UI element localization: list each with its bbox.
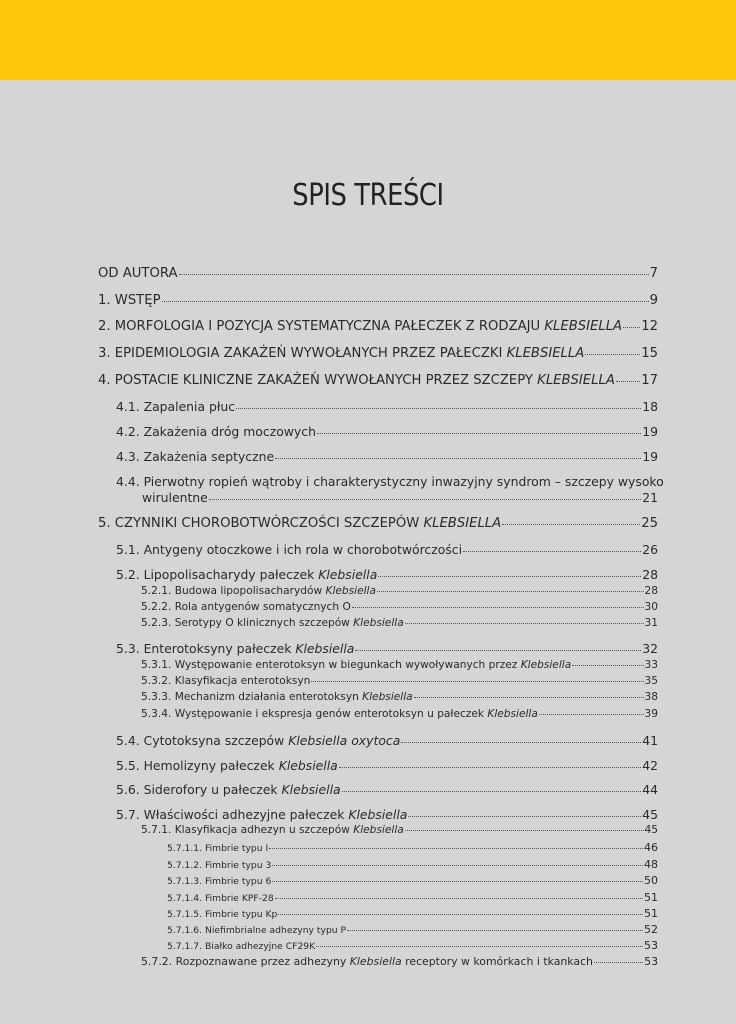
page-number: 39 — [644, 708, 658, 720]
toc-entry-5-7-1: 5.7.1. Klasyfikacja adhezyn u szczepów Klebsiella 45 — [141, 824, 658, 836]
toc-entry-5-3-3: 5.3.3. Mechanizm działania enterotoksyn Klebsiella 38 — [141, 691, 658, 703]
page-number: 53 — [644, 955, 658, 968]
toc-entry-5-3-2: 5.3.2. Klasyfikacja enterotoksyn 35 — [141, 675, 658, 687]
toc-entry-5-7: 5.7. Właściwości adhezyjne pałeczek Klebsiella 45 — [116, 807, 658, 822]
toc-entry-4-3: 4.3. Zakażenia septyczne 19 — [116, 449, 658, 464]
toc-entry-5-6: 5.6. Siderofory u pałeczek Klebsiella 44 — [116, 782, 658, 797]
toc-entry-4-4: 4.4. Pierwotny ropień wątroby i charakterystyczny inwazyjny syndrom – szczepy wysoko — [116, 474, 664, 489]
toc-entry-5-5: 5.5. Hemolizyny pałeczek Klebsiella 42 — [116, 758, 658, 773]
toc-entry-5-7-1-6: 5.7.1.6. Niefimbrialne adhezyny typu P 52 — [167, 923, 658, 936]
page-number: 19 — [642, 424, 658, 439]
toc-entry-5-7-1-7: 5.7.1.7. Białko adhezyjne CF29K 53 — [167, 939, 658, 952]
toc-entry-5-3-1: 5.3.1. Występowanie enterotoksyn w biegunkach wywoływanych przez Klebsiella 33 — [141, 659, 658, 671]
page-number: 30 — [644, 601, 658, 613]
toc-entry-5-4: 5.4. Cytotoksyna szczepów Klebsiella oxytoca 41 — [116, 733, 658, 748]
page-number: 45 — [642, 807, 658, 822]
toc-entry-wstep: 1. WSTĘP 9 — [98, 293, 658, 308]
page-number: 26 — [642, 542, 658, 557]
toc-entry-5-7-1-3: 5.7.1.3. Fimbrie typu 6 50 — [167, 874, 658, 887]
toc-entry-5-7-1-2: 5.7.1.2. Fimbrie typu 3 48 — [167, 858, 658, 871]
page-number: 33 — [644, 659, 658, 671]
page-number: 35 — [644, 675, 658, 687]
page-title: SPIS TREŚCI — [292, 178, 444, 213]
page-number: 18 — [642, 399, 658, 414]
top-color-band — [0, 0, 736, 80]
page-number: 52 — [644, 923, 658, 936]
page-number: 50 — [644, 874, 658, 887]
page-number: 41 — [642, 733, 658, 748]
page-number: 38 — [644, 691, 658, 703]
toc-entry-czynniki: 5. CZYNNIKI CHOROBOTWÓRCZOŚCI SZCZEPÓW KLEBSIELLA 25 — [98, 516, 658, 531]
page-number: 28 — [642, 567, 658, 582]
page-number: 44 — [642, 782, 658, 797]
toc-entry-postacie-kliniczne: 4. POSTACIE KLINICZNE ZAKAŻEŃ WYWOŁANYCH PRZEZ SZCZEPY KLEBSIELLA 17 — [98, 373, 658, 388]
toc-entry-4-1: 4.1. Zapalenia płuc 18 — [116, 399, 658, 414]
toc-entry-4-2: 4.2. Zakażenia dróg moczowych 19 — [116, 424, 658, 439]
toc-entry-morfologia: 2. MORFOLOGIA I POZYCJA SYSTEMATYCZNA PAŁECZEK Z RODZAJU KLEBSIELLA 12 — [98, 319, 658, 334]
toc-entry-5-2: 5.2. Lipopolisacharydy pałeczek Klebsiella 28 — [116, 567, 658, 582]
page-number: 25 — [641, 516, 658, 531]
toc-entry-5-3-4: 5.3.4. Występowanie i ekspresja genów enterotoksyn u pałeczek Klebsiella 39 — [141, 708, 658, 720]
page-number: 21 — [642, 490, 658, 505]
page-number: 19 — [642, 449, 658, 464]
page-number: 46 — [644, 841, 658, 854]
toc-entry-5-2-1: 5.2.1. Budowa lipopolisacharydów Klebsiella 28 — [141, 585, 658, 597]
toc-entry-epidemiologia: 3. EPIDEMIOLOGIA ZAKAŻEŃ WYWOŁANYCH PRZEZ PAŁECZKI KLEBSIELLA 15 — [98, 346, 658, 361]
page-number: 12 — [641, 319, 658, 334]
toc-entry-5-2-3: 5.2.3. Serotypy O klinicznych szczepów Klebsiella 31 — [141, 617, 658, 629]
page-number: 28 — [644, 585, 658, 597]
page-number: 32 — [642, 641, 658, 656]
toc-entry-5-2-2: 5.2.2. Rola antygenów somatycznych O 30 — [141, 601, 658, 613]
page-number: 51 — [644, 907, 658, 920]
page-number: 53 — [644, 939, 658, 952]
toc-entry-5-7-2: 5.7.2. Rozpoznawane przez adhezyny Klebsiella receptory w komórkach i tkankach 53 — [141, 955, 658, 968]
page-number: 7 — [649, 266, 658, 281]
page-number: 17 — [641, 373, 658, 388]
toc-entry-od-autora: OD AUTORA 7 — [98, 266, 658, 281]
page-number: 48 — [644, 858, 658, 871]
page-number: 51 — [644, 891, 658, 904]
toc-entry-5-7-1-4: 5.7.1.4. Fimbrie KPF-28 51 — [167, 891, 658, 904]
toc-entry-5-3: 5.3. Enterotoksyny pałeczek Klebsiella 32 — [116, 641, 658, 656]
page-number: 31 — [644, 617, 658, 629]
toc-entry-5-1: 5.1. Antygeny otoczkowe i ich rola w chorobotwórczości 26 — [116, 542, 658, 557]
toc-entry-5-7-1-1: 5.7.1.1. Fimbrie typu I 46 — [167, 841, 658, 854]
page-number: 42 — [642, 758, 658, 773]
toc-entry-5-7-1-5: 5.7.1.5. Fimbrie typu Kp 51 — [167, 907, 658, 920]
page-number: 15 — [641, 346, 658, 361]
toc-entry-4-4-continued: wirulentne 21 — [142, 490, 658, 505]
page-number: 9 — [649, 293, 658, 308]
page-number: 45 — [644, 824, 658, 836]
